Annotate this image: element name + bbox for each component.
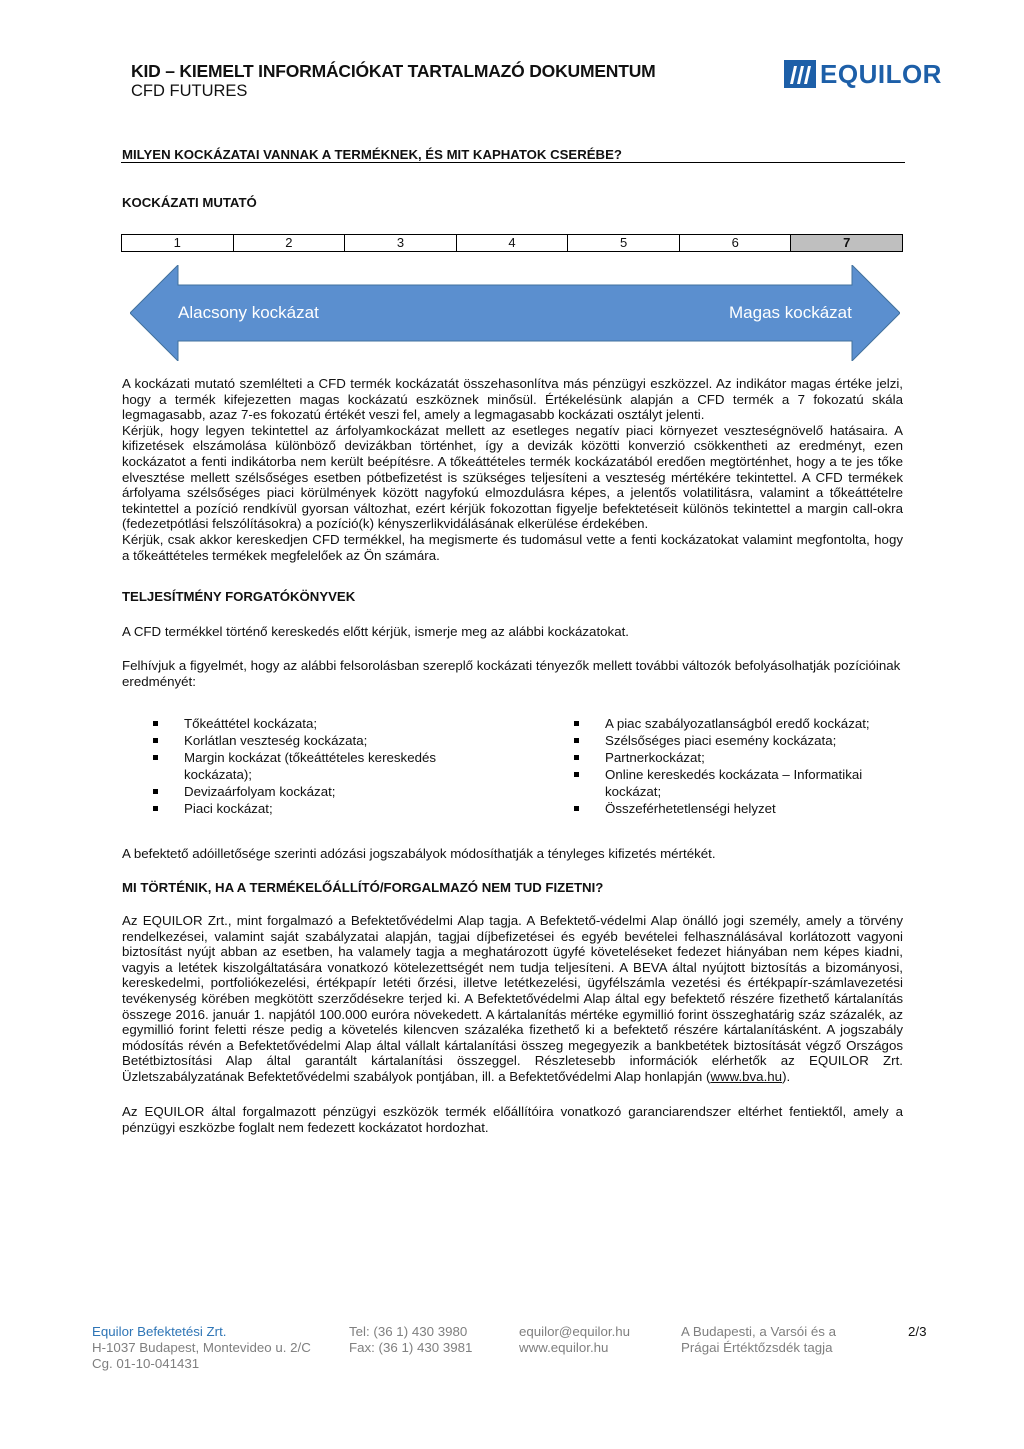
list-item: Online kereskedés kockázata – Informatikai kockázat; [574,766,904,800]
list-item: A piac szabályozatlanságból eredő kockázat; [574,715,904,732]
risk-level-cell: 4 [457,235,569,251]
document-title: KID – KIEMELT INFORMÁCIÓKAT TARTALMAZÓ DOKUMENTUM [131,61,656,81]
risk-factor-list-right [574,715,904,817]
footer-address: H-1037 Budapest, Montevideo u. 2/C [92,1340,311,1355]
section-heading-default: MI TÖRTÉNIK, HA A TERMÉKELŐÁLLÍTÓ/FORGALMAZÓ NEM TUD FIZETNI? [122,880,604,895]
logo-mark-icon [784,60,816,88]
guarantee-paragraph: Az EQUILOR által forgalmazott pénzügyi eszközök termék előállítóira vonatkozó garanciarendszer eltérhet fentiektől, amely a pénzügyi eszközbe foglalt nem fedezett kockázatot hordozhat. [122,1104,903,1135]
list-item: Korlátlan veszteség kockázata; [153,732,473,749]
page-number: 2/3 [908,1324,927,1339]
risk-scale-table [121,234,903,252]
logo-text: EQUILOR [820,58,942,89]
risk-factor-list-left [153,715,473,817]
section-heading-risks: MILYEN KOCKÁZATAI VANNAK A TERMÉKNEK, ÉS MIT KAPHATOK CSERÉBE? [122,147,622,162]
footer-email[interactable]: equilor@equilor.hu [519,1324,631,1339]
beva-text: Az EQUILOR Zrt., mint forgalmazó a Befektetővédelmi Alap tagja. A Befektető-védelmi Alap önálló jogi személy, amely a törvény rendelkezései, valamint saját szabályzatai alapján, tagjai díjbefizetései és egyéb bevételei felhasználásával korlátozott vagyoni biztosítást nyújt abban az esetben, ha valamely tagja a meghatározott ügyfé követeléseket fedezet hiányában nem képes kiadni, vagyis a letétek kiszolgáltatására vonatkozó kötelezettségét nem tudja teljesíteni. A BEVA által nyújtott biztosítás a bizományosi, kereskedelmi, portfoliókezelési, értékpapír letéti őrzési, illetve letétkezelési, ügyfélszámla vezetési és értékpapír-számlavezetési tevékenység körében megkötött szerződésekre terjed ki. A Befektetővédelmi Alap által egy befektető részére fizethető kártalanítás összege 2016. január 1. napjától 100.000 euróra növekedett. A kártalanítás mértéke egymillió forint összeghatárig száz százalék, az egymillió forint feletti része pedig a követelés kilencven százaléka fizethető ki a befektető részére kártalanításként. A jogszabály módosítás révén a Befektetővédelmi Alap által vállalt kártalanítási összeg megegyezik a bankbetétek biztosítását végző Országos Betétbiztosítási Alap által garantált kártalanítási összeggel. Részletesebb információk elérhetők az EQUILOR Zrt. Üzletszabályzatának Befektetővédelmi szabályok pontjában, ill. a Befektetővédelmi Alap honlapján ( [122,913,903,1084]
footer-company-block [92,1324,311,1372]
list-item: Tőkeáttétel kockázata; [153,715,473,732]
low-risk-label: Alacsony kockázat [178,303,319,322]
risk-paragraph: A kockázati mutató szemlélteti a CFD termék kockázatát összehasonlítva más pénzügyi eszközzel. Az indikátor magas értéke jelzi, hogy a termék kifejezetten magas kockázatú eszköznek minősül. Értékelésünk alapján a CFD termék a 7 fokozatú skála legmagasabb, azaz 7-es fokozatú értékét veszi fel, amely a legmagasabb kockázati osztályt jelenti. [122,376,903,423]
risk-level-cell: 3 [345,235,457,251]
footer-registration: Cg. 01-10-041431 [92,1356,200,1371]
risk-level-cell: 6 [680,235,792,251]
footer-company: Equilor Befektetési Zrt. [92,1324,227,1339]
list-item: Margin kockázat (tőkeáttételes kereskedés kockázata); [153,749,473,783]
footer-tel: Tel: (36 1) 430 3980 [349,1324,468,1339]
risk-paragraph: Kérjük, hogy legyen tekintettel az árfolyamkockázat mellett az esetleges negatív piaci környezet veszteségnövelő hatásaira. A kifizetések elszámolása különböző devizákban történhet, így a devizák közötti konverzió csökkentheti az eredményt, ezen kockázatot a fenti indikátorba nem került beépítésre. A tőkeáttételes termék kockázatából eredően megtörténhet, hogy a te jes tőke elvesztése mellett szélsőséges esetben pótbefizetést is szükséges teljesíteni a veszteség mértékére tekintettel. A CFD termékek árfolyama szélsőséges piaci körülmények között nagyfokú elmozdulásra képes, a jelentős volatilitásra, valamint a tőkeáttételre tekintettel a pozíció rendkívül gyorsan változhat, ezért kérjük fokozottan figyelje befektetéseit különös tekintettel a margin call-okra (fedezetpótlási felszólításokra) a pozíció(k) kényszerlikvidálásának elkerülése érdekében. [122,422,903,532]
section-divider [121,162,905,163]
footer-membership-line2: Prágai Értéktőzsdék tagja [681,1340,833,1355]
document-subtitle: CFD FUTURES [131,82,248,100]
beva-paragraph [122,913,903,1085]
risk-level-cell: 5 [568,235,680,251]
risk-description [122,376,903,563]
risk-level-cell-selected: 7 [791,235,902,251]
list-item: Szélsőséges piaci esemény kockázata; [574,732,904,749]
tax-note: A befektető adóilletősége szerinti adózási jogszabályok módosíthatják a tényleges kifizetés mértékét. [122,846,716,861]
risk-level-cell: 2 [234,235,346,251]
bva-link[interactable]: www.bva.hu [710,1068,783,1084]
risk-indicator-heading: KOCKÁZATI MUTATÓ [122,195,257,210]
list-item: Devizaárfolyam kockázat; [153,783,473,800]
performance-note: Felhívjuk a figyelmét, hogy az alábbi felsorolásban szereplő kockázati tényezők mellett további változók befolyásolhatják pozícióinak eredményét: [122,658,901,689]
footer-fax: Fax: (36 1) 430 3981 [349,1340,473,1355]
footer-membership-block [681,1324,836,1356]
list-item: Piaci kockázat; [153,800,473,817]
risk-paragraph: Kérjük, csak akkor kereskedjen CFD termékkel, ha megismerte és tudomásul vette a fenti kockázatokat valamint megfontolta, hogy a tőkeáttételes termékek megfelelőek az Ön számára. [122,531,903,563]
section-heading-performance: TELJESÍTMÉNY FORGATÓKÖNYVEK [122,589,356,604]
high-risk-label: Magas kockázat [729,303,852,322]
footer-website[interactable]: www.equilor.hu [519,1340,609,1355]
list-item: Összeférhetetlenségi helyzet [574,800,904,817]
footer-membership-line1: A Budapesti, a Varsói és a [681,1324,836,1339]
list-item: Partnerkockázat; [574,749,904,766]
risk-level-cell: 1 [122,235,234,251]
footer-contact-block [519,1324,630,1356]
equilor-logo [784,58,942,90]
footer-phone-block [349,1324,472,1356]
beva-text-end: ). [782,1068,791,1084]
performance-intro: A CFD termékkel történő kereskedés előtt kérjük, ismerje meg az alábbi kockázatokat. [122,624,629,639]
